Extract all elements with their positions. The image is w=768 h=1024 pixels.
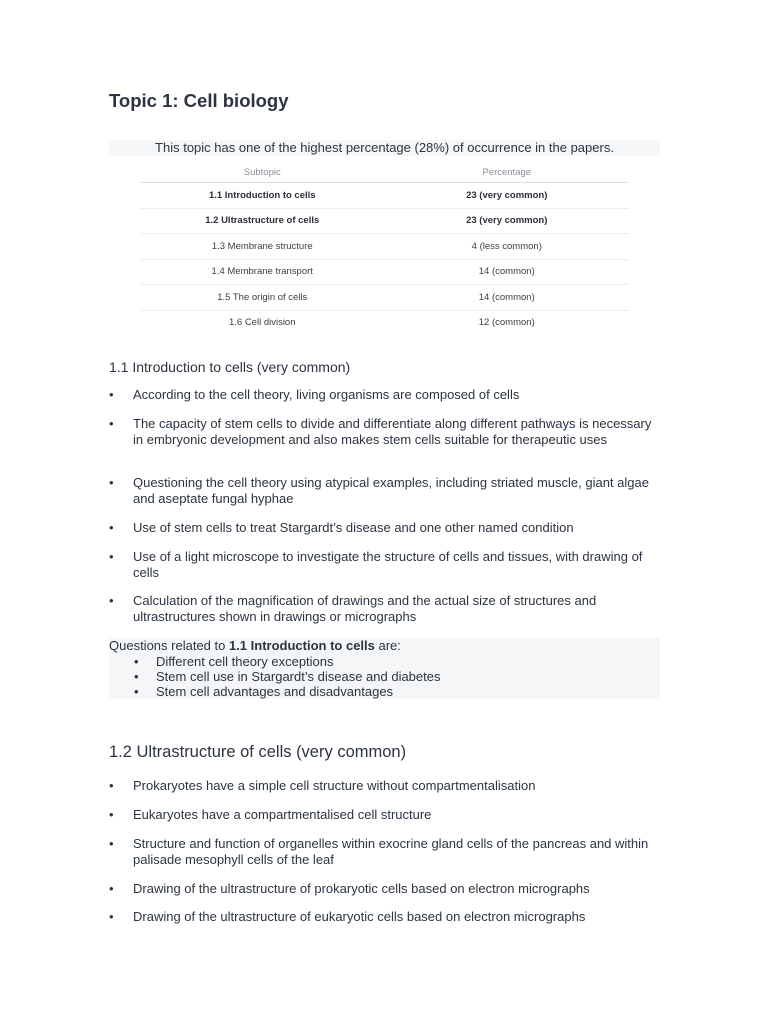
page-title: Topic 1: Cell biology <box>109 90 289 111</box>
questions-topic: 1.1 Introduction to cells <box>228 638 375 653</box>
list-item-text: Questioning the cell theory using atypical examples, including striated muscle, giant algae and aseptate fungal hyphae <box>133 475 649 506</box>
cell-percentage: 14 (common) <box>385 285 630 311</box>
column-header-subtopic: Subtopic <box>140 162 385 183</box>
questions-suffix: are: <box>374 638 401 653</box>
list-item <box>109 549 660 580</box>
list-item <box>109 654 440 669</box>
column-header-percentage: Percentage <box>385 162 630 183</box>
bullet-icon: • <box>109 807 114 822</box>
cell-percentage: 14 (common) <box>385 259 630 285</box>
question-text: Stem cell advantages and disadvantages <box>156 683 394 699</box>
question-text: Stem cell use in Stargardt’s disease and diabetes <box>156 668 441 684</box>
bullet-icon: • <box>134 653 139 669</box>
table-row <box>140 234 629 260</box>
list-item <box>109 684 440 699</box>
list-item <box>109 593 660 624</box>
bullet-icon: • <box>109 475 114 490</box>
list-item-text: Use of stem cells to treat Stargardt’s disease and one other named condition <box>133 520 574 535</box>
cell-percentage: 23 (very common) <box>385 208 630 234</box>
cell-subtopic: 1.2 Ultrastructure of cells <box>140 208 385 234</box>
list-item <box>109 836 660 867</box>
cell-subtopic: 1.4 Membrane transport <box>140 259 385 285</box>
cell-subtopic: 1.3 Membrane structure <box>140 234 385 260</box>
section-heading-intro-to-cells: 1.1 Introduction to cells (very common) <box>109 359 351 375</box>
bullet-icon: • <box>109 909 114 924</box>
bullet-icon: • <box>134 683 139 699</box>
cell-subtopic: 1.1 Introduction to cells <box>140 183 385 209</box>
bullet-icon: • <box>109 881 114 896</box>
table-row <box>140 183 629 209</box>
questions-list <box>109 654 440 700</box>
list-item <box>109 778 660 794</box>
questions-prefix: Questions related to <box>109 638 229 653</box>
list-item-text: According to the cell theory, living organisms are composed of cells <box>133 387 520 402</box>
list-item <box>109 475 660 506</box>
subtopic-table <box>140 162 629 335</box>
list-item-text: Structure and function of organelles within exocrine gland cells of the pancreas and within palisade mesophyll cells of the leaf <box>133 836 649 867</box>
list-item-text: Use of a light microscope to investigate the structure of cells and tissues, with drawing of cells <box>133 549 643 580</box>
list-item-text: The capacity of stem cells to divide and differentiate along different pathways is necessary in embryonic development and also makes stem cells suitable for therapeutic uses <box>133 416 652 447</box>
list-item <box>109 416 660 447</box>
cell-percentage: 4 (less common) <box>385 234 630 260</box>
bullet-icon: • <box>109 593 114 608</box>
list-item-text: Drawing of the ultrastructure of eukaryotic cells based on electron micrographs <box>133 909 586 924</box>
bullet-icon: • <box>109 778 114 793</box>
list-item <box>109 520 660 536</box>
cell-percentage: 23 (very common) <box>385 183 630 209</box>
bullet-icon: • <box>109 549 114 564</box>
list-item <box>109 387 660 403</box>
table-header-row <box>140 162 629 183</box>
table-row <box>140 259 629 285</box>
questions-heading <box>109 638 401 654</box>
table-row <box>140 285 629 311</box>
bullet-icon: • <box>134 668 139 684</box>
cell-subtopic: 1.6 Cell division <box>228 317 296 329</box>
table-row <box>140 310 629 335</box>
section-heading-ultrastructure: 1.2 Ultrastructure of cells (very common) <box>109 743 407 761</box>
bullet-icon: • <box>109 836 114 851</box>
list-item-text: Eukaryotes have a compartmentalised cell structure <box>133 807 432 822</box>
cell-percentage: 12 (common) <box>478 317 535 329</box>
list-item <box>109 669 440 684</box>
list-item <box>109 807 660 823</box>
list-item-text: Prokaryotes have a simple cell structure without compartmentalisation <box>133 778 536 793</box>
list-item-text: Calculation of the magnification of drawings and the actual size of structures and ultrastructures shown in drawings or micrographs <box>133 593 597 624</box>
cell-subtopic: 1.5 The origin of cells <box>140 285 385 311</box>
list-item-text: Drawing of the ultrastructure of prokaryotic cells based on electron micrographs <box>133 881 590 896</box>
intro-text: This topic has one of the highest percentage (28%) of occurrence in the papers. <box>155 140 614 155</box>
bullet-icon: • <box>109 520 114 535</box>
list-item <box>109 909 660 925</box>
bullet-icon: • <box>109 416 114 431</box>
questions-callout <box>109 638 660 699</box>
table-row <box>140 208 629 234</box>
list-item <box>109 881 660 897</box>
bullet-icon: • <box>109 387 114 402</box>
question-text: Different cell theory exceptions <box>156 653 334 669</box>
